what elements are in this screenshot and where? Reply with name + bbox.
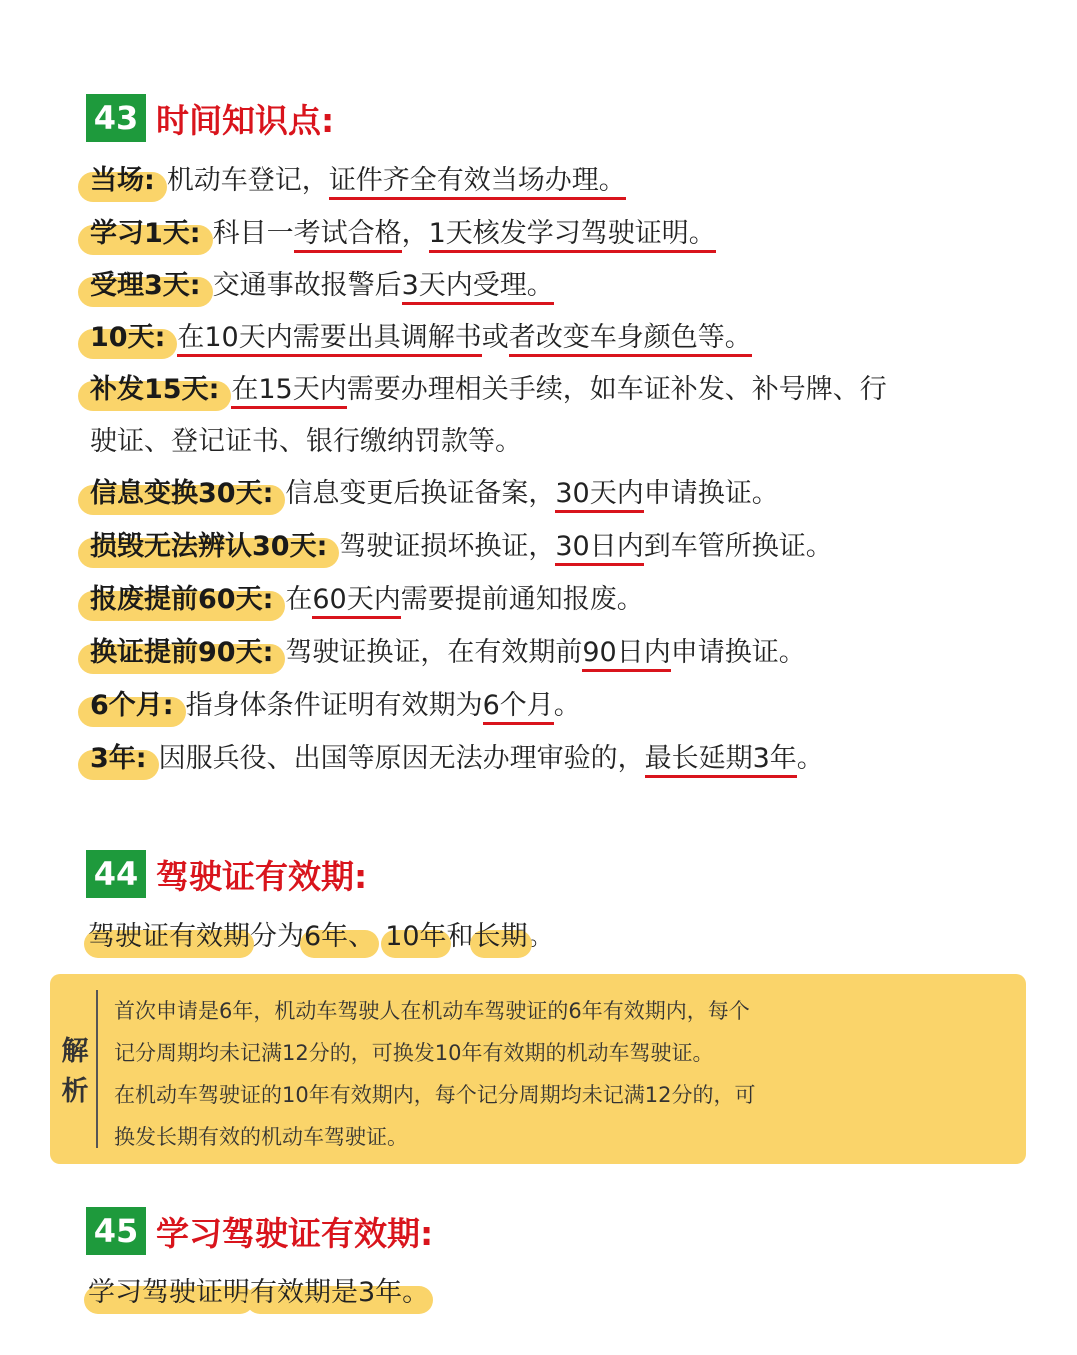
list-item <box>78 164 626 198</box>
underlined-text: 在10天内需要出具调解书 <box>177 322 481 357</box>
item-text: 和 <box>446 921 474 952</box>
item-text: 分为 <box>250 921 304 952</box>
section-43-header <box>86 94 334 142</box>
time-tag: 学习1天: <box>78 217 213 251</box>
underlined-text: 最长延期3年 <box>645 743 797 778</box>
section-title: 学习驾驶证有效期: <box>156 1213 434 1253</box>
time-tag: 换证提前90天: <box>78 636 285 670</box>
item-text: 信息变更后换证备案， <box>285 478 556 509</box>
analysis-line: 记分周期均未记满12分的，可换发10年有效期的机动车驾驶证。 <box>114 1041 714 1065</box>
item-text: 需要提前通知报废。 <box>400 584 644 615</box>
list-item <box>78 321 752 355</box>
item-text: 机动车登记， <box>166 165 329 196</box>
underlined-text: 者改变车身颜色等。 <box>509 322 752 357</box>
item-text: 驾驶证损坏换证， <box>339 531 556 562</box>
underlined-text: 6个月 <box>483 690 554 725</box>
underlined-text: 30天内 <box>555 478 643 513</box>
item-text: 。 <box>527 921 555 952</box>
section-number-badge: 45 <box>86 1207 146 1255</box>
item-text: 驾驶证换证，在有效期前 <box>285 637 583 668</box>
time-tag: 当场: <box>78 164 167 198</box>
section-45-header <box>86 1207 433 1255</box>
analysis-label-char: 析 <box>61 1076 89 1107</box>
list-item <box>78 530 833 564</box>
list-item <box>78 217 716 251</box>
analysis-line: 首次申请是6年，机动车驾驶人在机动车驾驶证的6年有效期内，每个 <box>114 999 750 1023</box>
item-text: 需要办理相关手续，如车证补发、补号牌、行 <box>346 374 887 405</box>
highlighted-text: 有效期是3年。 <box>250 1277 430 1308</box>
time-tag: 受理3天: <box>78 269 213 303</box>
list-item <box>78 689 581 723</box>
list-item <box>78 269 554 303</box>
item-text: 申请换证。 <box>643 478 779 509</box>
analysis-line: 换发长期有效的机动车驾驶证。 <box>114 1125 408 1149</box>
time-tag: 报废提前60天: <box>78 583 285 617</box>
section-title: 驾驶证有效期: <box>156 856 368 896</box>
section-number-badge: 43 <box>86 94 146 142</box>
list-item-continued <box>90 425 522 459</box>
list-item <box>78 636 806 670</box>
underlined-text: 在15天内 <box>231 374 346 409</box>
item-text: 因服兵役、出国等原因无法办理审验的， <box>158 743 645 774</box>
analysis-text <box>114 990 755 1158</box>
analysis-line: 在机动车驾驶证的10年有效期内，每个记分周期均未记满12分的，可 <box>114 1083 756 1107</box>
highlighted-text: 长期 <box>473 921 528 952</box>
item-text: 申请换证。 <box>670 637 806 668</box>
underlined-text: 证件齐全有效当场办理。 <box>329 165 626 200</box>
highlighted-text: 学习驾驶证明 <box>88 1277 250 1308</box>
highlighted-text: 10年 <box>385 921 447 952</box>
item-text: ， <box>401 218 429 249</box>
highlighted-text: 驾驶证有效期 <box>88 921 250 952</box>
item-text: 指身体条件证明有效期为 <box>185 690 483 721</box>
analysis-label <box>60 1032 90 1112</box>
list-item <box>78 477 779 511</box>
validity-line <box>88 920 555 954</box>
underlined-text: 90日内 <box>582 637 670 672</box>
highlighted-text: 6年、 <box>304 921 376 952</box>
list-item <box>78 583 644 617</box>
analysis-box <box>50 974 1026 1164</box>
item-text: 到车管所换证。 <box>643 531 833 562</box>
analysis-label-char: 解 <box>61 1036 89 1067</box>
item-text: 或 <box>481 322 509 353</box>
underlined-text: 考试合格 <box>294 218 402 253</box>
time-tag: 3年: <box>78 742 159 776</box>
item-text: 交通事故报警后 <box>212 270 402 301</box>
underlined-text: 3天内受理。 <box>402 270 554 305</box>
item-text: 。 <box>553 690 581 721</box>
underlined-text: 1天核发学习驾驶证明。 <box>429 218 716 253</box>
section-44-header <box>86 850 367 898</box>
item-text: 。 <box>796 743 824 774</box>
section-title: 时间知识点: <box>156 100 335 140</box>
underlined-text: 60天内 <box>312 584 400 619</box>
item-text: 驶证、登记证书、银行缴纳罚款等。 <box>90 426 522 457</box>
list-item <box>78 742 824 776</box>
list-item <box>78 373 887 407</box>
item-text: 在 <box>285 584 313 615</box>
time-tag: 信息变换30天: <box>78 477 285 511</box>
underlined-text: 30日内 <box>555 531 643 566</box>
analysis-divider <box>96 990 98 1148</box>
time-tag: 补发15天: <box>78 373 231 407</box>
time-tag: 损毁无法辨认30天: <box>78 530 339 564</box>
learner-validity-line <box>88 1276 429 1310</box>
time-tag: 6个月: <box>78 689 186 723</box>
section-number-badge: 44 <box>86 850 146 898</box>
time-tag: 10天: <box>78 321 177 355</box>
item-text: 科目一 <box>212 218 294 249</box>
